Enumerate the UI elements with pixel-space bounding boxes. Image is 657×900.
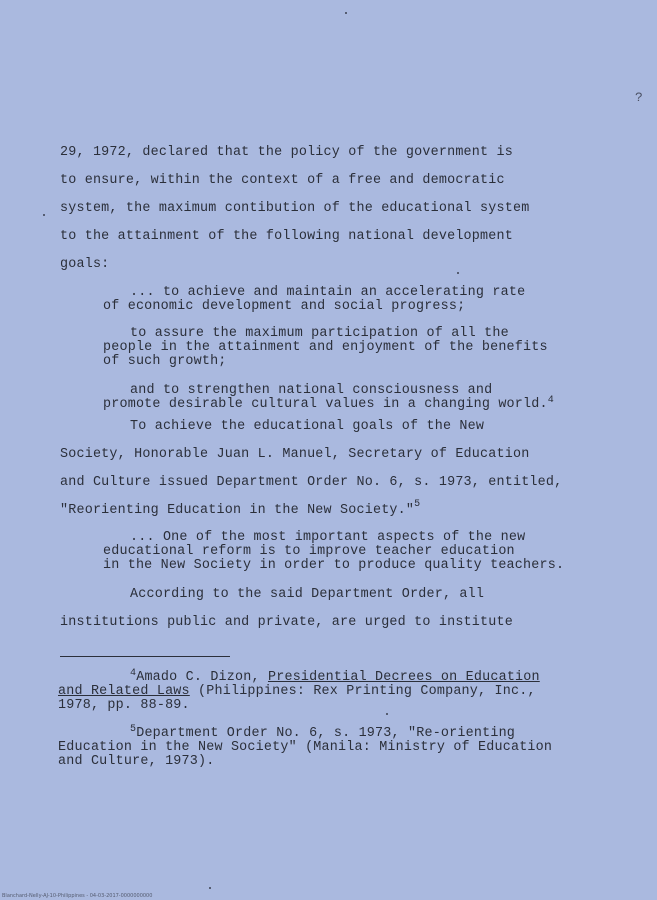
body-line <box>60 499 421 518</box>
footnote-text: Amado C. Dizon, <box>136 670 268 685</box>
quote-line: and to strengthen national consciousness and <box>130 383 493 398</box>
body-line: institutions public and private, are urged to institute <box>60 615 513 630</box>
footnote-mark-5: 5 <box>130 724 137 735</box>
quote-line: people in the attainment and enjoyment of the benefits <box>103 340 548 355</box>
body-line: goals: <box>60 257 110 272</box>
quote-text: promote desirable cultural values in a changing world. <box>103 397 548 412</box>
body-line: to the attainment of the following national development <box>60 229 513 244</box>
quote-line: of such growth; <box>103 354 227 369</box>
scan-speck <box>43 214 45 216</box>
footnote-4-line <box>130 668 540 685</box>
footnote-title: Presidential Decrees on Education <box>267 670 540 685</box>
scan-speck <box>209 887 211 889</box>
quote-line: in the New Society in order to produce quality teachers. <box>103 558 565 573</box>
footnote-5-line: Education in the New Society" (Manila: Ministry of Education <box>58 740 553 755</box>
footnote-5-line <box>130 724 516 741</box>
body-line: to ensure, within the context of a free and democratic <box>60 173 505 188</box>
body-line: system, the maximum contibution of the educational system <box>60 201 530 216</box>
scan-speck <box>457 272 459 274</box>
quote-line: ... to achieve and maintain an accelerating rate <box>130 285 526 300</box>
footnote-ref-5: 5 <box>414 499 421 510</box>
footnote-mark-4: 4 <box>130 668 137 679</box>
page-number: ? <box>635 90 643 105</box>
body-line: and Culture issued Department Order No. 6, s. 1973, entitled, <box>60 475 563 490</box>
footnote-5-line: and Culture, 1973). <box>58 754 215 769</box>
quote-line: educational reform is to improve teacher education <box>103 544 515 559</box>
quote-line: of economic development and social progress; <box>103 299 466 314</box>
scan-speck <box>345 12 347 14</box>
footnote-text: (Philippines: Rex Printing Company, Inc., <box>189 684 536 699</box>
body-line: According to the said Department Order, all <box>130 587 485 602</box>
quote-line: to assure the maximum participation of all the <box>130 326 509 341</box>
quote-line: ... One of the most important aspects of the new <box>130 530 526 545</box>
body-line: To achieve the educational goals of the New <box>130 419 485 434</box>
footnote-ref-4: 4 <box>547 395 554 406</box>
footnote-4-line <box>58 685 536 699</box>
footnote-title: and Related Laws <box>58 684 190 699</box>
body-line: 29, 1972, declared that the policy of the government is <box>60 145 513 160</box>
footnote-rule <box>60 656 230 657</box>
footnote-4-line: 1978, pp. 88-89. <box>58 698 190 713</box>
quote-line <box>103 395 554 412</box>
body-line: Society, Honorable Juan L. Manuel, Secretary of Education <box>60 447 530 462</box>
scan-speck <box>386 713 388 715</box>
footnote-text: Department Order No. 6, s. 1973, "Re-orienting <box>136 726 516 741</box>
body-text: "Reorienting Education in the New Society." <box>60 503 415 518</box>
scan-footer-tag: Blanchard-Nelly-AJ-10-Philippines - 04-03-2017-0000000000 <box>2 893 153 899</box>
